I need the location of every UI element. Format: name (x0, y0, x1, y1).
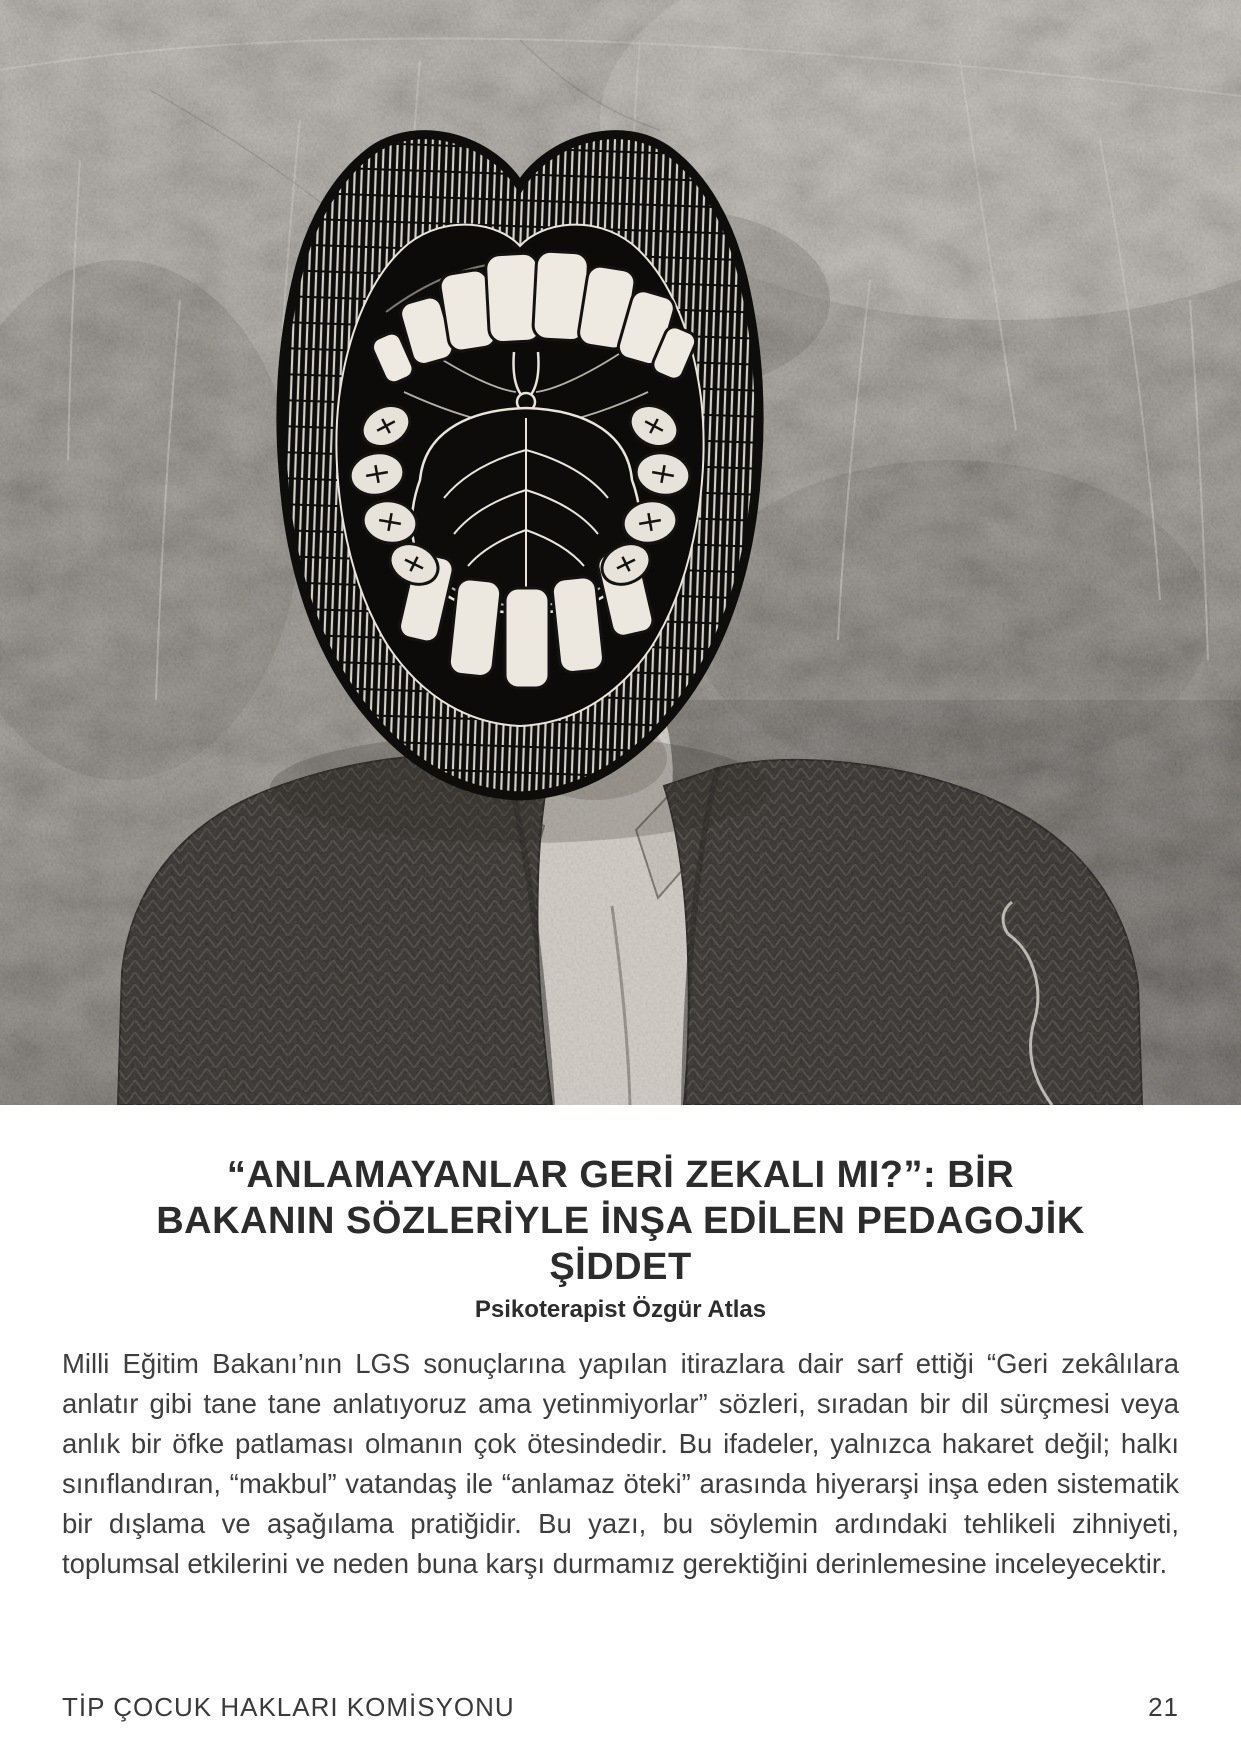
page-number: 21 (1148, 1692, 1179, 1722)
article-author: Psikoterapist Özgür Atlas (474, 1296, 767, 1323)
article-title-line-3: ŞİDDET (549, 1246, 692, 1289)
article-body-paragraph: Milli Eğitim Bakanı’nın LGS sonuçlarına yapılan itirazlara dair sarf ettiği “Geri zekâlılara anlatır gibi tane tane anlatıyoruz ama yetinmiyorlar” sözleri, sıradan bir dil sürçmesi veya anlık bir öfke patlaması olmanın çok ötesindedir. Bu ifadeler, yalnızca hakaret değil; halkı sınıflandıran, “makbul” vatandaş ile “anlamaz öteki” arasında hiyerarşi inşa eden sistematik bir dışlama ve aşağılama pratiğidir. Bu yazı, bu söylemin ardındaki tehlikeli zihniyeti, toplumsal etkilerini ve neden buna karşı durmamız gerektiğini derinlemesine inceleyecektir. (62, 1348, 1179, 1579)
article-title (60, 1152, 1181, 1290)
article-title-line-2: BAKANIN SÖZLERİYLE İNŞA EDİLEN PEDAGOJİK (156, 1200, 1085, 1243)
footer-organization: TİP ÇOCUK HAKLARI KOMİSYONU (62, 1692, 515, 1722)
page-footer (62, 1692, 1179, 1723)
article-title-line-1: “ANLAMAYANLAR GERİ ZEKALI MI?”: BİR (226, 1154, 1015, 1197)
